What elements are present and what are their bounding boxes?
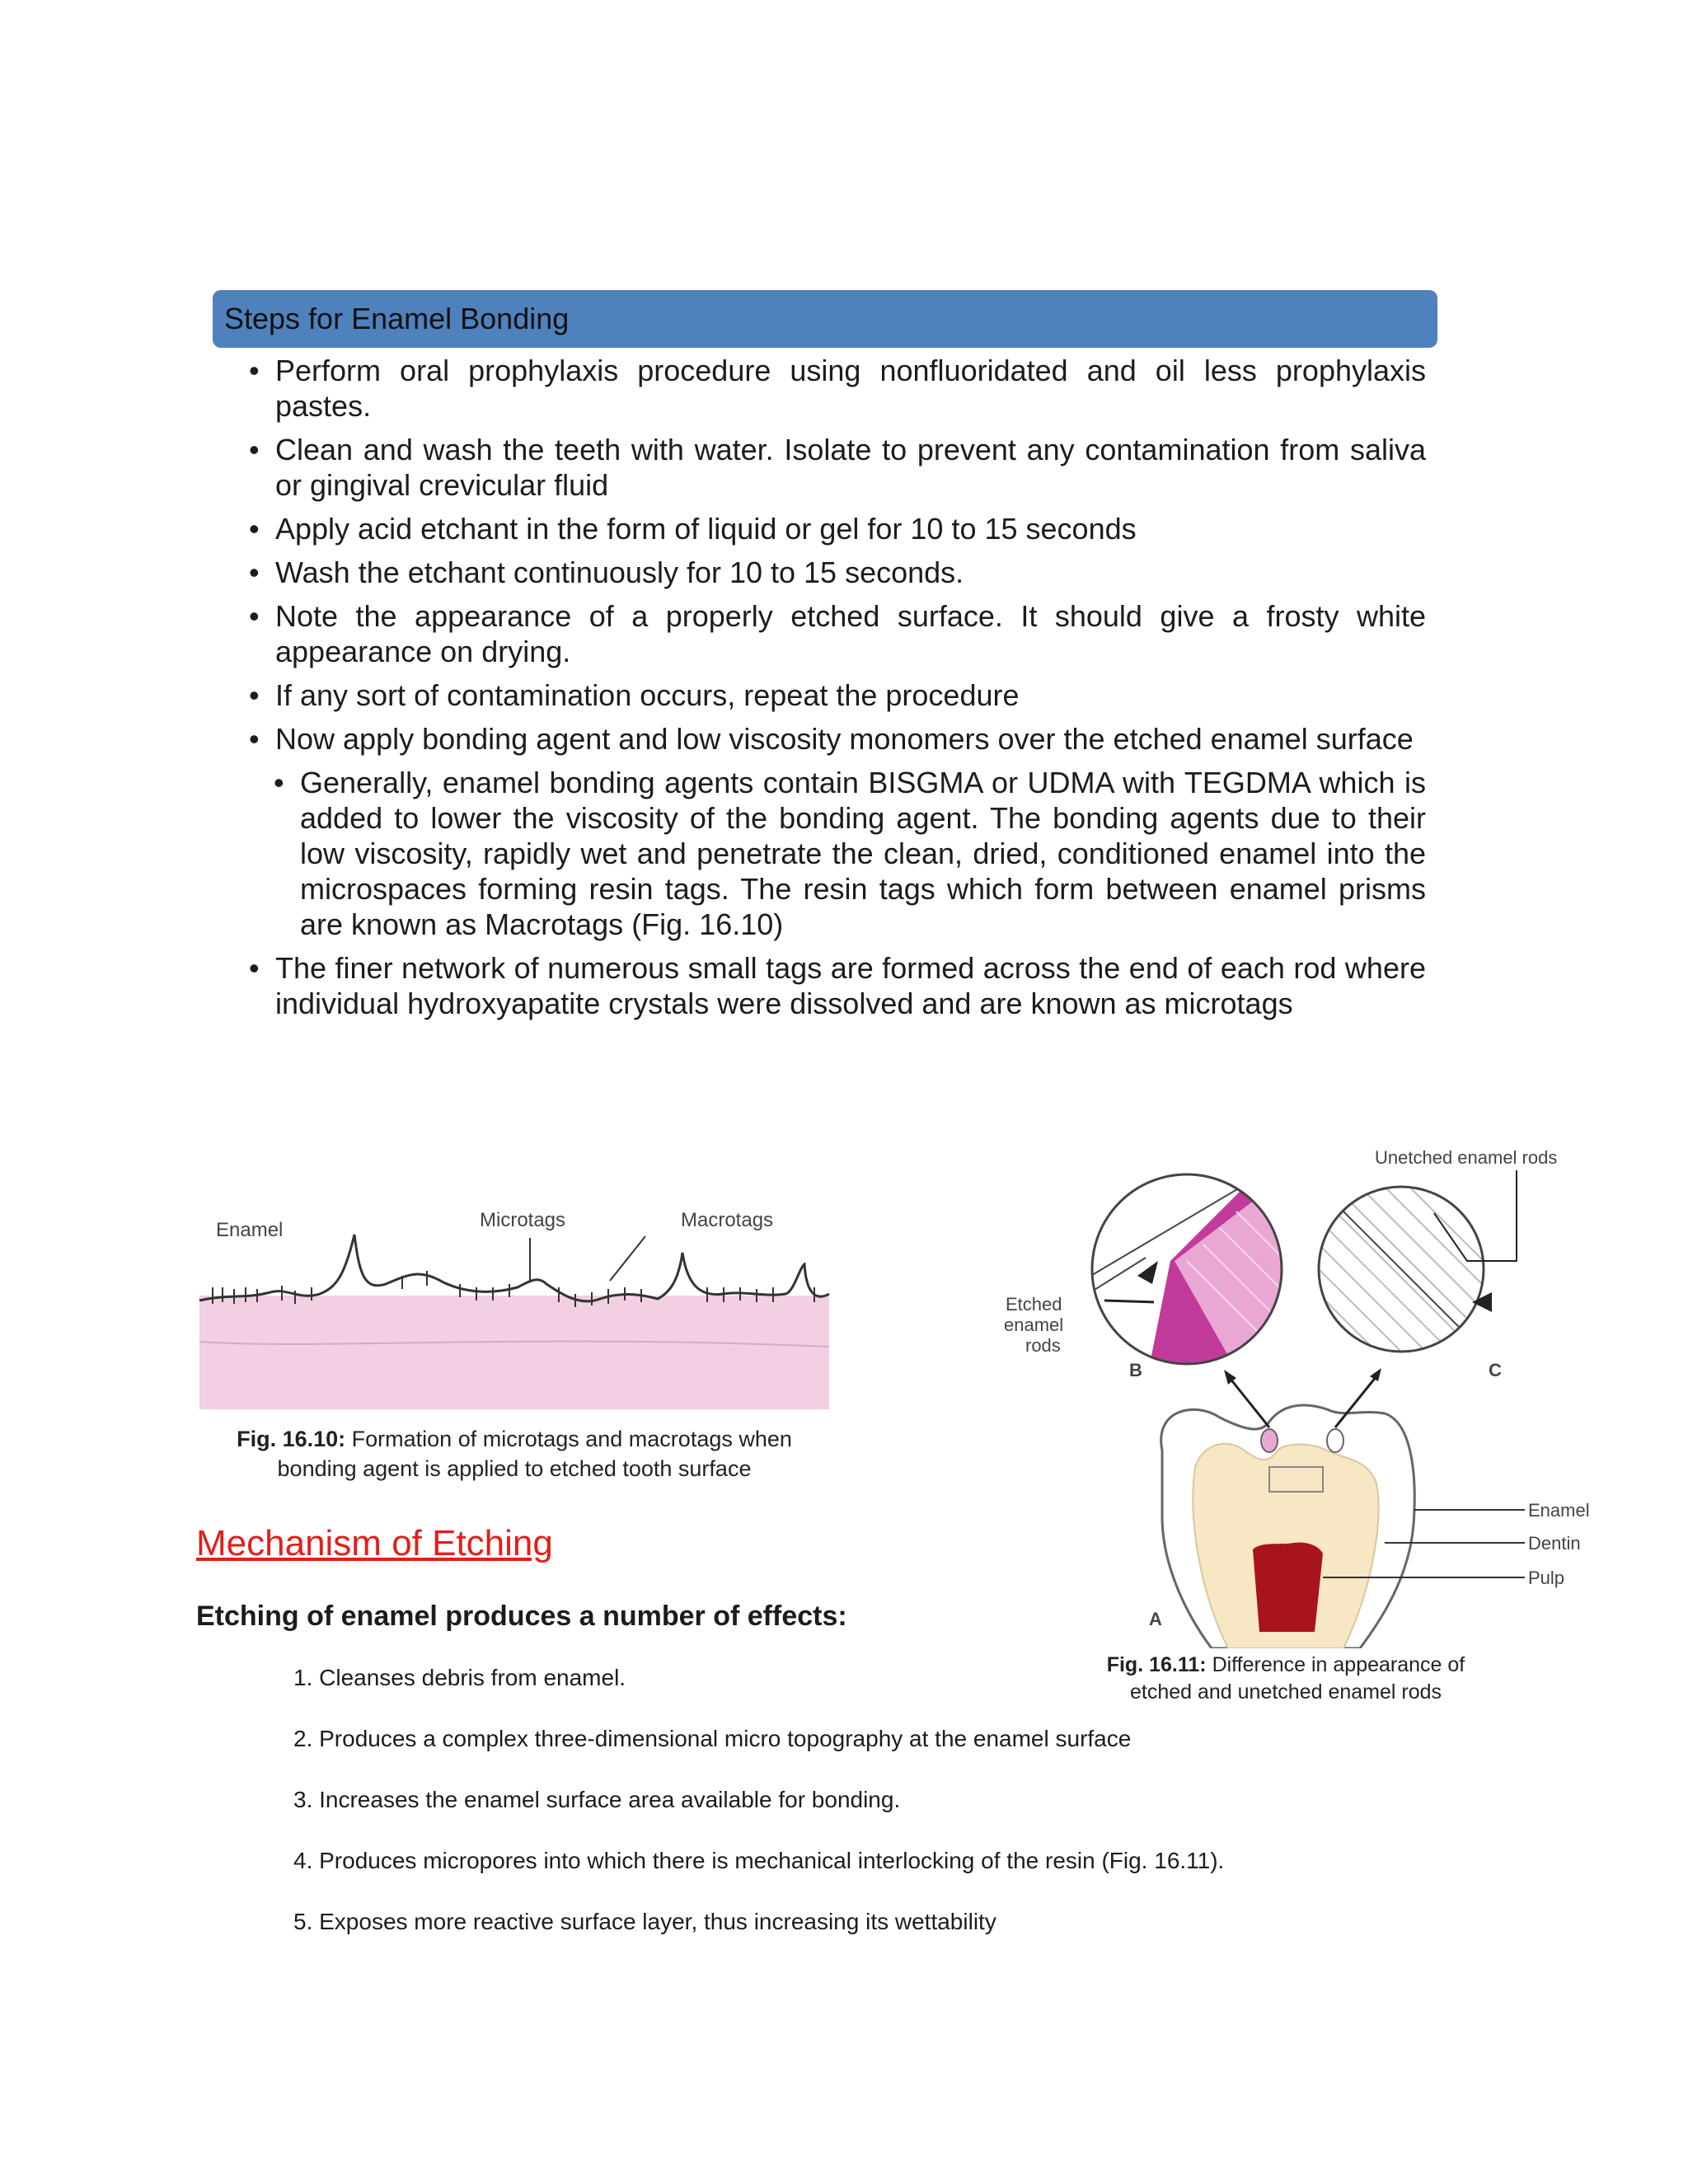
caption-line: bonding agent is applied to etched tooth surface [277,1456,752,1481]
label-enamel: Enamel [216,1219,284,1241]
list-item-text: The finer network of numerous small tags are formed across the end of each rod where individual hydroxyapatite crystals were dissolved and are known as microtags [275,951,1426,1020]
bonding-steps-list [247,353,1426,1029]
list-item-text: Apply acid etchant in the form of liquid or gel for 10 to 15 seconds [275,512,1137,546]
list-item [272,765,1426,942]
label-a: A [1149,1609,1162,1629]
pulp-chamber [1253,1543,1323,1632]
label-etched-line2: enamel [1004,1315,1064,1335]
list-item [247,353,1426,424]
label-etched-line3: rods [1025,1335,1061,1356]
list-item-text: Generally, enamel bonding agents contain BISGMA or UDMA with TEGDMA which is added to lower the viscosity of the bonding agent. The bonding agents due to their low viscosity, rapidly wet and penetrate the clean, dried, conditioned enamel into the microspaces forming resin tags. The resin tags which form between enamel prisms are known as Macrotags (Fig. 16.10) [300,766,1426,941]
caption-figure-number: Fig. 16.10: [237,1427,346,1451]
list-item-text: Wash the etchant continuously for 10 to 15 seconds. [275,555,964,589]
list-item: 3. Increases the enamel surface area available for bonding. [293,1787,901,1812]
bullet-dot: • [249,354,260,387]
bullet-dot: • [249,722,260,756]
enamel-surface-line [199,1235,829,1301]
list-item: 5. Exposes more reactive surface layer, thus increasing its wettability [293,1909,996,1934]
list-item [247,432,1426,503]
figure-16-10-illustration [196,1202,832,1418]
label-enamel: Enamel [1528,1500,1590,1521]
list-item [247,721,1426,757]
list-item-text: If any sort of contamination occurs, repeat the procedure [275,678,1020,712]
list-item [247,555,1426,590]
list-item: 4. Produces micropores into which there is mechanical interlocking of the resin (Fig. 16.11). [293,1848,1225,1873]
list-item: 1. Cleanses debris from enamel. [293,1665,626,1690]
list-item-text: Perform oral prophylaxis procedure using nonfluoridated and oil less prophylaxis pastes. [275,354,1426,423]
figure-16-11-illustration [997,1137,1591,1648]
bullet-dot: • [249,555,260,589]
label-etched-line1: Etched [1006,1294,1062,1315]
bullet-dot: • [249,512,260,546]
list-item-text: Note the appearance of a properly etched surface. It should give a frosty white appearance on drying. [275,599,1426,668]
list-item: 2. Produces a complex three-dimensional micro topography at the enamel surface [293,1726,1132,1751]
caption-figure-number: Fig. 16.11: [1106,1653,1207,1676]
caption-line: etched and unetched enamel rods [1129,1680,1442,1704]
list-item [247,677,1426,713]
list-item [247,511,1426,546]
list-item-text: Now apply bonding agent and low viscosity monomers over the etched enamel surface [275,722,1414,756]
enamel-layer [199,1296,829,1409]
bullet-dot: • [249,951,260,985]
list-item [247,950,1426,1021]
mechanism-of-etching-heading: Mechanism of Etching [196,1523,553,1563]
label-b: B [1129,1360,1142,1380]
bullet-dot: • [249,433,260,466]
effects-subheading: Etching of enamel produces a number of effects: [196,1601,847,1632]
caption-line: Formation of microtags and macrotags when [351,1427,792,1451]
label-microtags: Microtags [480,1209,566,1231]
macrotags-pointer [610,1236,645,1281]
label-dentin: Dentin [1528,1533,1581,1554]
etching-effects-list [293,1665,1365,1970]
bullet-dot: • [249,678,260,712]
list-item-text: Clean and wash the teeth with water. Isolate to prevent any contamination from saliva or gingival crevicular fluid [275,433,1426,502]
bullet-dot: • [249,599,260,633]
section-header-bar [213,290,1437,348]
label-c: C [1489,1360,1502,1380]
bullet-dot: • [274,766,284,799]
label-unetched-rods: Unetched enamel rods [1375,1147,1558,1168]
figure-16-10-caption [196,1424,832,1483]
caption-line: Difference in appearance of [1212,1653,1465,1676]
section-header-title: Steps for Enamel Bonding [224,302,570,335]
list-item [247,598,1426,669]
label-pulp: Pulp [1528,1568,1565,1588]
label-macrotags: Macrotags [681,1209,774,1231]
